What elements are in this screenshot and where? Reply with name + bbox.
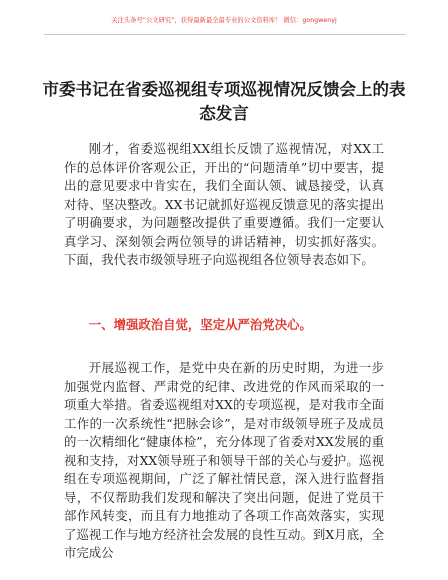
- header-divider: [44, 34, 406, 35]
- document-title: 市委书记在省委巡视组专项巡视情况反馈会上的表态发言: [42, 80, 406, 123]
- section-heading: 一、增强政治自觉，坚定从严治党决心。: [88, 317, 312, 332]
- header-banner: 关注头条号“公文研究”，获得最新最全最专业的公文资料库！ 微信：gongwenyj: [111, 17, 337, 24]
- body-paragraph: 开展巡视工作，是党中央在新的历史时期，为进一步加强党内监督、严肃党的纪律、改进党的作风而采取的一项重大举措。省委巡视组对XX的专项巡视，是对我市全面工作的一次系统性“把脉会诊”，是对市级领导班子及成员的一次精细化“健康体检”，充分体现了省委对XX发展的重视和支持，对XX领导班子和领导干部的关心与爱护。巡视组在专项巡视期间，广泛了解社情民意，深入进行监督指导，不仅帮助我们发现和解决了突出问题，促进了党员干部作风转变，而且有力地推动了各项工作高效落实，实现了巡视工作与地方经济社会发展的良性互动。到X月底，全市完成公: [64, 360, 384, 560]
- body-paragraph: 刚才，省委巡视组XX组长反馈了巡视情况，对XX工作的总体评价客观公正，开出的“问题清单”切中要害，提出的意见要求中肯实在，我们全面认领、诚恳接受，认真对待、坚决整改。XX书记就抓好巡视反馈意见的落实提出了明确要求，为问题整改提供了重要遵循。我们一定要认真学习、深刻领会两位领导的讲话精神，切实抓好落实。下面，我代表市级领导班子向巡视组各位领导表态如下。: [64, 141, 384, 267]
